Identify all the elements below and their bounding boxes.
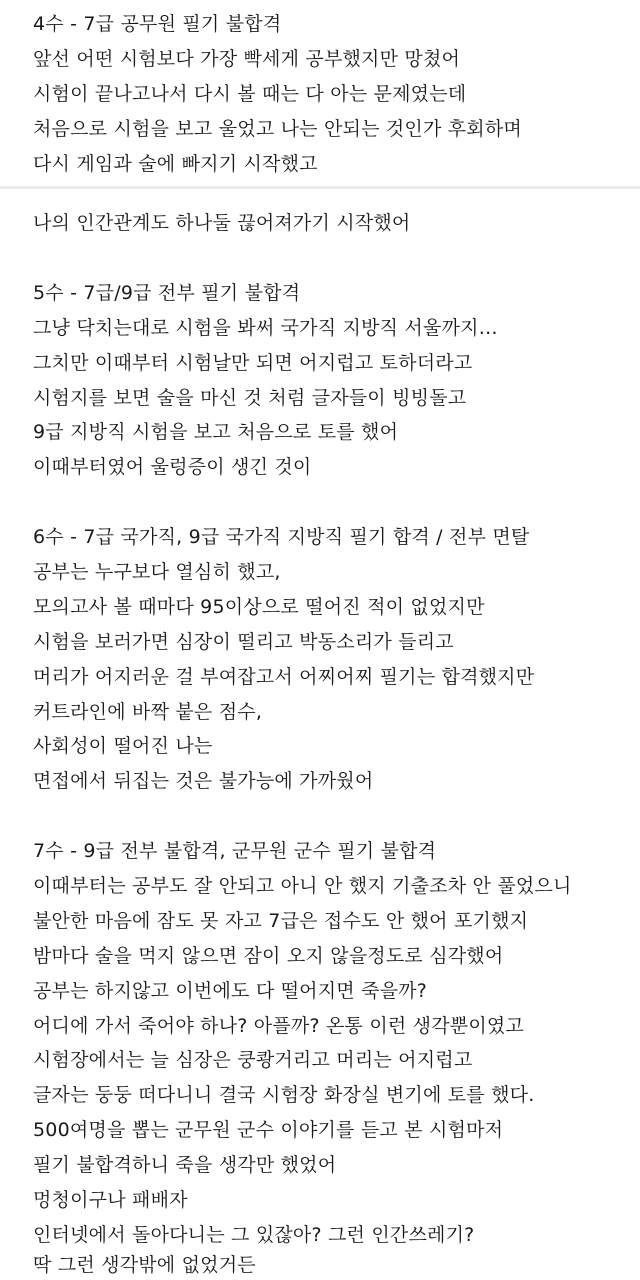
text-line: 머리가 어지러운 걸 부여잡고서 어찌어찌 필기는 합격했지만 xyxy=(33,666,535,688)
text-line: 사회성이 떨어진 나는 xyxy=(33,735,213,757)
text-line: 시험장에서는 늘 심장은 쿵쾅거리고 머리는 어지럽고 xyxy=(33,1049,473,1071)
text-line: 밤마다 술을 먹지 않으면 잠이 오지 않을정도로 심각했어 xyxy=(33,945,504,967)
text-line: 시험이 끝나고나서 다시 볼 때는 다 아는 문제였는데 xyxy=(33,83,467,105)
main-section xyxy=(0,189,640,1280)
text-line: 모의고사 볼 때마다 95이상으로 떨어진 적이 없었지만 xyxy=(33,596,485,618)
text-line: 나의 인간관계도 하나둘 끊어져가기 시작했어 xyxy=(33,212,411,234)
text-line: 5수 - 7급/9급 전부 필기 불합격 xyxy=(33,282,301,304)
text-line: 4수 - 7급 공무원 필기 불합격 xyxy=(33,13,282,35)
text-line: 9급 지방직 시험을 보고 처음으로 토를 했어 xyxy=(33,421,399,443)
text-line: 커트라인에 바짝 붙은 점수, xyxy=(33,701,263,723)
text-line: 불안한 마음에 잠도 못 자고 7급은 접수도 안 했어 포기했지 xyxy=(33,910,529,932)
text-line: 그냥 닥치는대로 시험을 봐써 국가직 지방직 서울까지… xyxy=(33,317,498,339)
text-line: 면접에서 뒤집는 것은 불가능에 가까웠어 xyxy=(33,770,374,792)
text-line: 인터넷에서 돌아다니는 그 있잖아? 그런 인간쓰레기? xyxy=(33,1224,475,1246)
text-line: 앞선 어떤 시험보다 가장 빡세게 공부했지만 망쳤어 xyxy=(33,48,461,70)
text-line: 어디에 가서 죽어야 하나? 아플까? 온통 이런 생각뿐이였고 xyxy=(33,1015,524,1037)
text-line: 시험지를 보면 술을 마신 것 처럼 글자들이 빙빙돌고 xyxy=(33,387,467,409)
text-line: 글자는 둥둥 떠다니니 결국 시험장 화장실 변기에 토를 했다. xyxy=(33,1084,535,1106)
text-line: 딱 그런 생각밖에 없었거든 xyxy=(33,1254,256,1276)
text-line: 다시 게임과 술에 빠지기 시작했고 xyxy=(33,153,318,175)
text-line: 500여명을 뽑는 군무원 군수 이야기를 듣고 본 시험마저 xyxy=(33,1119,504,1141)
top-section xyxy=(0,0,640,186)
text-line: 시험을 보러가면 심장이 떨리고 박동소리가 들리고 xyxy=(33,631,454,653)
text-line: 6수 - 7급 국가직, 9급 국가직 지방직 필기 합격 / 전부 면탈 xyxy=(33,526,530,548)
text-line: 필기 불합격하니 죽을 생각만 했었어 xyxy=(33,1154,337,1176)
text-line: 7수 - 9급 전부 불합격, 군무원 군수 필기 불합격 xyxy=(33,840,437,862)
text-line: 처음으로 시험을 보고 울었고 나는 안되는 것인가 후회하며 xyxy=(33,118,522,140)
text-line: 그치만 이때부터 시험날만 되면 어지럽고 토하더라고 xyxy=(33,352,473,374)
text-line: 공부는 누구보다 열심히 했고, xyxy=(33,561,281,583)
text-line: 공부는 하지않고 이번에도 다 떨어지면 죽을까? xyxy=(33,980,428,1002)
text-line: 이때부터는 공부도 잘 안되고 아니 안 했지 기출조차 안 풀었으니 xyxy=(33,875,572,897)
text-line: 이때부터였어 울렁증이 생긴 것이 xyxy=(33,456,312,478)
text-line: 멍청이구나 패배자 xyxy=(33,1189,188,1211)
